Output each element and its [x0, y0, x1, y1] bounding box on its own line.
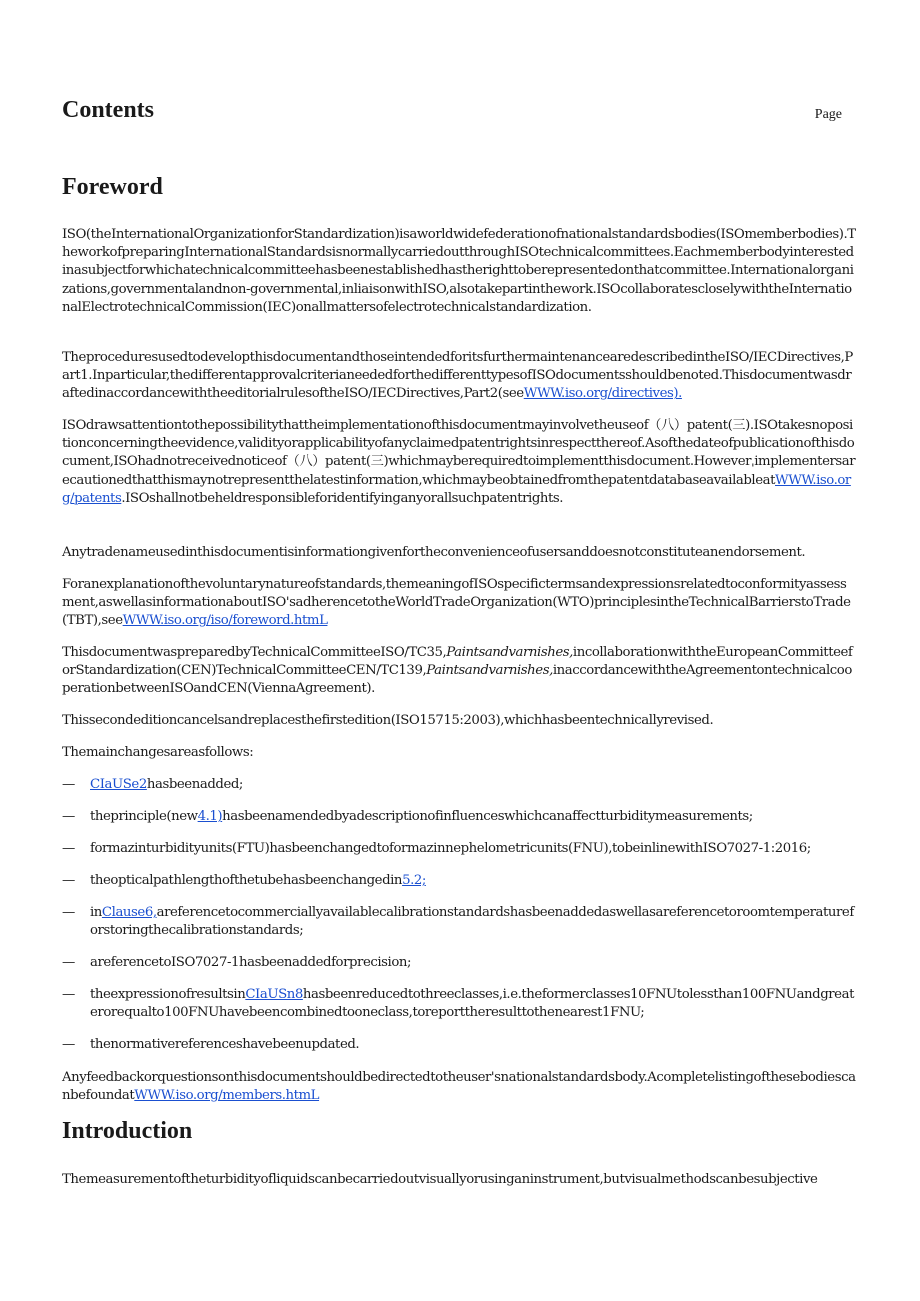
dash-bullet: — [62, 873, 75, 888]
dash-bullet: — [62, 987, 75, 1002]
foreword-heading: Foreword [62, 174, 163, 200]
dash-bullet: — [62, 905, 75, 920]
dash-bullet: — [62, 809, 75, 824]
list-item: — CIaUSe2hasbeenadded; [62, 776, 857, 794]
dash-bullet: — [62, 1037, 75, 1052]
foreword-paragraph-5: Foranexplanationofthevoluntarynatureofstandards,themeaningofISOspecifictermsandexpressionsrelatedtoconformityassessment,aswellasinformationaboutISO'sadherencetotheWorldTradeOrganization(WTO)principlesintheTechnicalBarrierstoTrade(TBT),seeWWW.iso.org/iso/foreword.htmL [62, 577, 851, 629]
dash-bullet: — [62, 955, 75, 970]
foreword-paragraph-8: Themainchangesareasfollows: [62, 745, 254, 760]
list-item: — theopticalpathlengthofthetubehasbeenchangedin5.2; [62, 872, 857, 890]
introduction-paragraph-1: Themeasurementoftheturbidityofliquidscanbecarriedoutvisuallyorusinganinstrument,butvisualmethodscanbesubjective [62, 1172, 818, 1187]
foreword-paragraph-6: ThisdocumentwaspreparedbyTechnicalCommitteeISO/TC35,Paintsandvarnishes,incollaborationwiththeEuropeanCommitteeforStandardization(CEN)TechnicalCommitteeCEN/TC139,Paintsandvarnishes,inaccordancewiththeAgreementontechnicalcooperationbetweenISOandCEN(ViennaAgreement). [62, 645, 853, 697]
foreword-paragraph-2: TheproceduresusedtodevelopthisdocumentandthoseintendedforitsfurthermaintenancearedescribedintheISO/IECDirectives,Part1.Inparticular,thedifferentapprovalcriterianeededforthedifferenttypesofISOdocumentsshouldbenoted.ThisdocumentwasdraftedinaccordancewiththeeditorialrulesoftheISO/IECDirectives,Part2(seeWWW.iso.org/directives). [62, 350, 853, 402]
introduction-heading: Introduction [62, 1118, 193, 1144]
page-column-label: Page [814, 107, 842, 122]
list-item: — theprinciple(new4.1)hasbeenamendedbyadescriptionofinfluenceswhichcanaffectturbiditymeasurements; [62, 808, 857, 826]
section-4-1-link[interactable]: 4.1) [197, 809, 223, 824]
contents-title: Contents [62, 97, 155, 123]
section-5-2-link[interactable]: 5.2; [402, 873, 426, 888]
list-item: — thenormativereferenceshavebeenupdated. [62, 1036, 857, 1054]
list-item: — formazinturbidityunits(FTU)hasbeenchangedtoformazinnephelometricunits(FNU),tobeinlinewithISO7027-1:2016; [62, 840, 857, 858]
foreword-paragraph-9: Anyfeedbackorquestionsonthisdocumentshouldbedirectedtotheuser'snationalstandardsbody.AcompletelistingofthesebodiescanbefoundatWWW.iso.org/members.htmL [62, 1070, 856, 1104]
foreword-paragraph-4: Anytradenameusedinthisdocumentisinformationgivenfortheconvenienceofusersanddoesnotconstituteanendorsement. [62, 545, 806, 560]
list-item: — areferencetoISO7027-1hasbeenaddedforprecision; [62, 954, 857, 972]
dash-bullet: — [62, 777, 75, 792]
list-item: — inClause6,areferencetocommerciallyavailablecalibrationstandardshasbeenaddedaswellasareferencetoroomtemperatureforstoringthecalibrationstandards; [62, 905, 854, 939]
dash-bullet: — [62, 841, 75, 856]
foreword-paragraph-7: Thissecondeditioncancelsandreplacesthefirstedition(ISO15715:2003),whichhasbeentechnicallyrevised. [62, 713, 714, 728]
contents-header [62, 97, 842, 129]
foreword-paragraph-1: ISO(theInternationalOrganizationforStandardization)isaworldwidefederationofnationalstandardsbodies(ISOmemberbodies).TheworkofpreparingInternationalStandardsisnormallycarriedoutthroughISOtechnicalcommittees.Eachmemberbodyinterestedinasubjectforwhichatechnicalcommitteehasbeenestablishedhastherighttoberepresentedonthatcommittee.Internationalorganizations,governmentalandnon-governmental,inliaisonwithISO,alsotakepartinthework.ISOcollaboratescloselywiththeInternationalElectrotechnicalCommission(IEC)onallmattersofelectrotechnicalstandardization. [62, 227, 856, 315]
foreword-info-link[interactable]: WWW.iso.org/iso/foreword.htmL [122, 613, 328, 629]
foreword-paragraph-3: ISOdrawsattentiontothepossibilitythattheimplementationofthisdocumentmayinvolvetheuseof（八）patent(三).ISOtakesnopositionconcerningtheevidence,validityorapplicabilityofanyclaimedpatentrightsinrespectthereof.Asofthedateofpublicationofthisdocument,ISOhadnotreceivednoticeof（八）patent(三)whichmayberequiredtoimplementthisdocument.Howeverˌimplementersarecautionedthatthismaynotrepresentthelatestinformation,whichmaybeobtainedfromthepatentdatabaseavailableatWWW.iso.org/patents.ISOshallnotbeheldresponsibleforidentifyinganyorallsuchpatentrights. [62, 418, 856, 506]
members-link[interactable]: WWW.iso.org/members.htmL [134, 1088, 320, 1104]
list-item: — theexpressionofresultsinCIaUSn8hasbeenreducedtothreeclasses,i.e.theformerclasses10FNUtolessthan100FNUandgreaterorequalto100FNUhavebeencombinedtooneclass,toreporttheresulttothenearest1FNU; [62, 987, 854, 1021]
clause2-link[interactable]: CIaUSe2 [90, 777, 147, 792]
clause8-link[interactable]: CIaUSn8 [245, 987, 303, 1002]
directives-link[interactable]: WWW.iso.org/directives). [523, 386, 682, 402]
patents-link[interactable]: WWW.iso.org/patents [62, 472, 851, 506]
clause6-link[interactable]: Clause6, [101, 905, 157, 920]
